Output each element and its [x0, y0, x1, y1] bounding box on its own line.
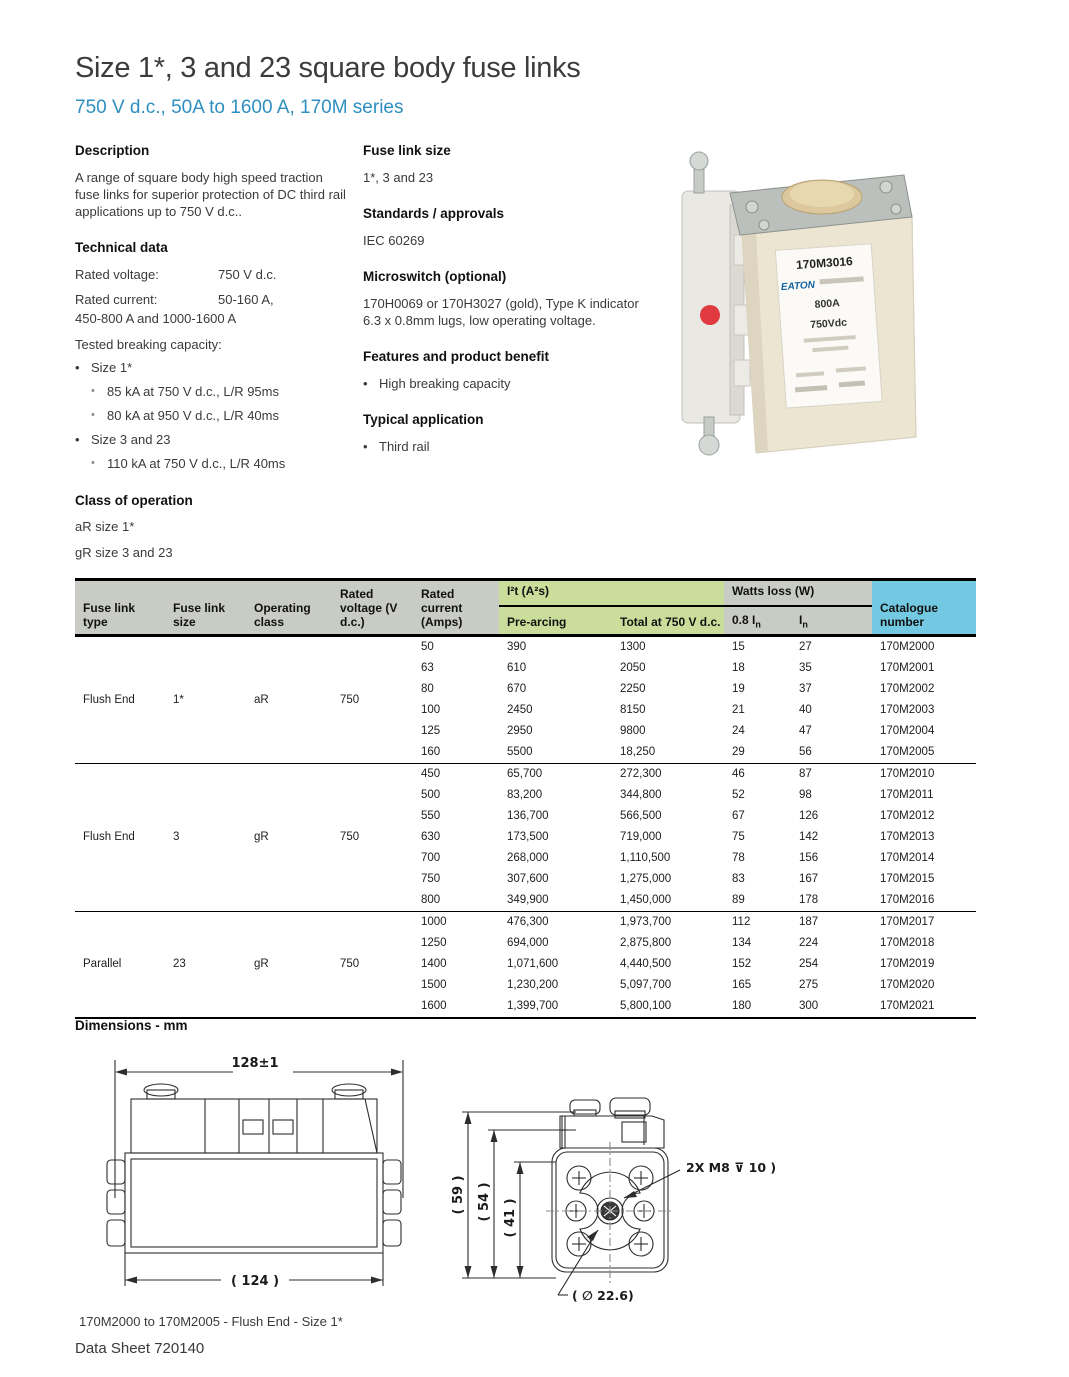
bullet-icon: • — [363, 438, 368, 454]
cell-rated-current: 1000 — [421, 916, 447, 928]
bullet-text: 85 kA at 750 V d.c., L/R 95ms — [107, 383, 279, 399]
page-title: Size 1*, 3 and 23 square body fuse links — [75, 52, 581, 84]
col-in — [791, 606, 872, 636]
cell-total-i2t: 9800 — [620, 725, 646, 737]
class-line-gr: gR size 3 and 23 — [75, 545, 173, 561]
note-diameter: ( ∅ 22.6) — [572, 1288, 634, 1303]
cell-rated-current: 450 — [421, 768, 441, 780]
cell-total-i2t: 1,275,000 — [620, 873, 672, 885]
cell-pre-arcing: 670 — [507, 683, 527, 695]
fuse-label — [775, 244, 882, 408]
side-view-drawing — [83, 1048, 428, 1313]
dim-54: ( 54 ) — [477, 1182, 492, 1222]
bullet-icon: • — [363, 375, 368, 391]
label-current: 800A — [814, 297, 841, 311]
cell-watts-in: 156 — [799, 852, 819, 864]
cell-watts-08in: 52 — [732, 789, 745, 801]
cell-catalogue-number: 170M2018 — [880, 937, 935, 949]
group-type: Flush End — [83, 693, 135, 706]
rated-voltage-row — [75, 266, 347, 283]
rated-current-continuation: 450-800 A and 1000-1600 A — [75, 311, 237, 327]
cell-watts-in: 56 — [799, 746, 812, 758]
cell-pre-arcing: 2950 — [507, 725, 533, 737]
cell-catalogue-number: 170M2002 — [880, 683, 935, 695]
cell-watts-in: 167 — [799, 873, 819, 885]
cell-watts-08in: 134 — [732, 937, 752, 949]
left-column — [75, 142, 347, 571]
bullet-icon: • — [91, 409, 95, 422]
microswitch-heading: Microswitch (optional) — [363, 268, 507, 284]
cell-watts-in: 142 — [799, 831, 819, 843]
cell-catalogue-number: 170M2020 — [880, 979, 935, 991]
bullet-icon: • — [91, 384, 95, 397]
cell-catalogue-number: 170M2015 — [880, 873, 935, 885]
cell-total-i2t: 5,097,700 — [620, 979, 672, 991]
cell-watts-in: 87 — [799, 768, 812, 780]
class-of-operation-heading: Class of operation — [75, 492, 193, 508]
cell-pre-arcing: 173,500 — [507, 831, 549, 843]
cell-total-i2t: 1,110,500 — [620, 852, 671, 864]
cell-total-i2t: 5,800,100 — [620, 1000, 672, 1012]
ratings-table-wrap — [75, 578, 976, 1019]
cell-rated-current: 160 — [421, 746, 441, 758]
side-view-svg — [83, 1048, 428, 1308]
description-body: A range of square body high speed traction fuse links for superior protection of DC third rail applications up to 750 V d.c.. — [75, 169, 346, 220]
table-group — [75, 912, 976, 1019]
col-in-sub: n — [802, 619, 808, 629]
cell-catalogue-number: 170M2001 — [880, 662, 935, 674]
cell-watts-08in: 24 — [732, 725, 745, 737]
bullet-size-3-23 — [75, 431, 347, 448]
cell-watts-08in: 165 — [732, 979, 752, 991]
bullet-size-1 — [75, 359, 347, 376]
cell-rated-current: 1500 — [421, 979, 447, 991]
col-08in-base: 0.8 I — [732, 612, 756, 627]
col-pre-arcing: Pre-arcing — [499, 606, 612, 636]
dim-41: ( 41 ) — [503, 1198, 518, 1238]
application-bullet — [363, 438, 655, 455]
table-group — [75, 636, 976, 764]
cell-rated-current: 800 — [421, 894, 441, 906]
cell-watts-08in: 46 — [732, 768, 745, 780]
cell-rated-current: 125 — [421, 725, 441, 737]
group-operating-class: gR — [254, 958, 269, 970]
label-model: 170M3016 — [795, 254, 854, 273]
bullet-85ka — [75, 383, 347, 400]
cell-rated-current: 550 — [421, 810, 441, 822]
group-voltage: 750 — [340, 693, 360, 706]
red-indicator-dot — [700, 305, 720, 325]
cell-rated-current: 63 — [421, 662, 434, 674]
cell-total-i2t: 2,875,800 — [620, 937, 672, 949]
cell-pre-arcing: 136,700 — [507, 810, 549, 822]
col-rated-current: Rated current (Amps) — [413, 580, 499, 636]
drawing-caption: 170M2000 to 170M2005 - Flush End - Size 1* — [79, 1314, 343, 1329]
cell-catalogue-number: 170M2016 — [880, 894, 935, 906]
cell-watts-in: 98 — [799, 789, 812, 801]
top-bolt — [690, 152, 708, 193]
bullet-80ka — [75, 407, 347, 424]
cell-rated-current: 750 — [421, 873, 441, 885]
cell-total-i2t: 719,000 — [620, 831, 662, 843]
microswitch-body: 170H0069 or 170H3027 (gold), Type K indicator 6.3 x 0.8mm lugs, low operating voltage. — [363, 295, 639, 328]
bullet-110ka — [75, 455, 347, 472]
cell-pre-arcing: 65,700 — [507, 768, 543, 780]
ratings-table — [75, 578, 976, 1019]
features-heading: Features and product benefit — [363, 349, 550, 365]
right-column — [363, 142, 655, 462]
bullet-text: 80 kA at 950 V d.c., L/R 40ms — [107, 408, 279, 424]
col-in-base: I — [799, 612, 803, 627]
cell-watts-08in: 19 — [732, 683, 745, 695]
rated-voltage-value: 750 V d.c. — [218, 267, 277, 283]
cell-pre-arcing: 307,600 — [507, 873, 549, 885]
cell-pre-arcing: 1,230,200 — [507, 979, 559, 991]
cell-watts-08in: 15 — [732, 641, 745, 653]
cell-watts-08in: 112 — [732, 916, 751, 928]
cell-pre-arcing: 694,000 — [507, 937, 549, 949]
table-row — [75, 636, 976, 659]
eaton-logo: EATON — [780, 279, 816, 294]
cell-watts-08in: 75 — [732, 831, 745, 843]
bullet-text: Size 1* — [91, 359, 133, 375]
cell-catalogue-number: 170M2011 — [880, 789, 934, 801]
group-size: 1* — [173, 693, 184, 706]
application-heading: Typical application — [363, 412, 484, 428]
bullet-text: High breaking capacity — [379, 375, 511, 391]
bullet-text: Third rail — [379, 438, 430, 454]
cell-pre-arcing: 390 — [507, 641, 527, 653]
group-type: Flush End — [83, 831, 135, 843]
cell-total-i2t: 4,440,500 — [620, 958, 672, 970]
cell-watts-in: 254 — [799, 958, 819, 970]
cell-rated-current: 1600 — [421, 1000, 447, 1012]
cell-total-i2t: 1,450,000 — [620, 894, 672, 906]
cell-watts-in: 178 — [799, 894, 819, 906]
col-rated-voltage: Rated voltage (V d.c.) — [332, 580, 413, 636]
cell-pre-arcing: 2450 — [507, 704, 533, 716]
fuse-link-size-heading: Fuse link size — [363, 143, 451, 158]
cell-total-i2t: 8150 — [620, 704, 646, 716]
cell-catalogue-number: 170M2010 — [880, 768, 935, 780]
technical-data-heading: Technical data — [75, 240, 168, 256]
group-voltage: 750 — [340, 958, 360, 970]
cell-watts-08in: 83 — [732, 873, 745, 885]
cell-total-i2t: 344,800 — [620, 789, 662, 801]
cell-watts-in: 126 — [799, 810, 819, 822]
rated-voltage-label: Rated voltage: — [75, 267, 159, 283]
cell-watts-in: 47 — [799, 725, 812, 737]
cell-rated-current: 1400 — [421, 958, 447, 970]
cell-total-i2t: 2250 — [620, 683, 646, 695]
cell-rated-current: 700 — [421, 852, 441, 864]
dim-128: 128±1 — [231, 1056, 279, 1071]
cell-rated-current: 500 — [421, 789, 441, 801]
cell-watts-08in: 18 — [732, 662, 745, 674]
bullet-text: 110 kA at 750 V d.c., L/R 40ms — [107, 456, 286, 472]
col-fuse-link-type: Fuse link type — [75, 580, 165, 636]
col-group-watts-loss: Watts loss (W) — [724, 580, 872, 606]
group-type: Parallel — [83, 958, 122, 970]
cell-pre-arcing: 1,399,700 — [507, 1000, 559, 1012]
cell-total-i2t: 1,973,700 — [620, 916, 672, 928]
bullet-icon: • — [75, 432, 80, 448]
cell-watts-in: 37 — [799, 683, 812, 695]
cell-catalogue-number: 170M2012 — [880, 810, 935, 822]
product-photo — [672, 145, 924, 467]
cell-pre-arcing: 476,300 — [507, 916, 549, 928]
bullet-text: Size 3 and 23 — [91, 432, 171, 448]
cell-catalogue-number: 170M2004 — [880, 725, 935, 737]
tested-breaking-label: Tested breaking capacity: — [75, 336, 222, 352]
col-08in-sub: n — [755, 619, 761, 629]
group-size: 3 — [173, 831, 180, 843]
rated-current-label: Rated current: — [75, 292, 158, 308]
cell-watts-in: 40 — [799, 704, 812, 716]
col-fuse-link-size: Fuse link size — [165, 580, 246, 636]
bullet-icon: • — [75, 359, 80, 375]
group-operating-class: aR — [254, 693, 269, 706]
cell-watts-08in: 78 — [732, 852, 745, 864]
cell-pre-arcing: 1,071,600 — [507, 958, 559, 970]
bullet-icon: • — [91, 457, 95, 470]
rated-current-value: 50-160 A, — [218, 292, 274, 308]
cell-pre-arcing: 610 — [507, 662, 527, 674]
table-row — [75, 764, 976, 786]
description-heading: Description — [75, 143, 150, 158]
table-row — [75, 912, 976, 934]
cell-rated-current: 630 — [421, 831, 441, 843]
cell-watts-08in: 180 — [732, 1000, 752, 1012]
cell-watts-in: 224 — [799, 937, 819, 949]
end-view-drawing — [448, 1090, 783, 1325]
label-voltage: 750Vdc — [809, 316, 848, 332]
cell-rated-current: 1250 — [421, 937, 447, 949]
note-bolt-spec: 2X M8 ⊽ 10 ) — [686, 1160, 777, 1175]
cell-watts-08in: 21 — [732, 704, 745, 716]
cell-watts-in: 27 — [799, 641, 812, 653]
cell-total-i2t: 2050 — [620, 662, 646, 674]
dimensions-heading: Dimensions - mm — [75, 1018, 188, 1033]
cell-total-i2t: 18,250 — [620, 746, 656, 758]
cell-total-i2t: 566,500 — [620, 810, 662, 822]
cell-pre-arcing: 349,900 — [507, 894, 549, 906]
cell-pre-arcing: 268,000 — [507, 852, 549, 864]
cell-total-i2t: 272,300 — [620, 768, 662, 780]
cell-watts-08in: 89 — [732, 894, 745, 906]
dim-59: ( 59 ) — [451, 1175, 466, 1215]
cell-catalogue-number: 170M2019 — [880, 958, 935, 970]
cell-rated-current: 80 — [421, 683, 434, 695]
class-line-ar: aR size 1* — [75, 519, 135, 535]
table-group — [75, 764, 976, 912]
cell-pre-arcing: 5500 — [507, 746, 533, 758]
cell-total-i2t: 1300 — [620, 641, 646, 653]
standards-body: IEC 60269 — [363, 232, 425, 248]
col-catalogue-number: Catalogue number — [872, 580, 976, 636]
feature-bullet — [363, 375, 655, 392]
cell-catalogue-number: 170M2005 — [880, 746, 935, 758]
group-voltage: 750 — [340, 831, 360, 843]
datasheet-number: Data Sheet 720140 — [75, 1340, 205, 1357]
group-size: 23 — [173, 958, 186, 970]
cell-watts-in: 275 — [799, 979, 819, 991]
end-view-svg — [448, 1090, 783, 1320]
cell-watts-in: 35 — [799, 662, 812, 674]
fuse-link-size-body: 1*, 3 and 23 — [363, 169, 434, 185]
col-total-750: Total at 750 V d.c. — [612, 606, 724, 636]
cell-watts-08in: 67 — [732, 810, 745, 822]
cell-pre-arcing: 83,200 — [507, 789, 543, 801]
cell-rated-current: 50 — [421, 641, 434, 653]
group-operating-class: gR — [254, 831, 269, 843]
table-header — [75, 580, 976, 636]
page-subtitle: 750 V d.c., 50A to 1600 A, 170M series — [75, 97, 404, 118]
cell-watts-in: 187 — [799, 916, 819, 928]
standards-heading: Standards / approvals — [363, 205, 505, 221]
fuse-product-illustration — [672, 145, 924, 467]
cell-catalogue-number: 170M2021 — [880, 1000, 935, 1012]
cell-rated-current: 100 — [421, 704, 441, 716]
dim-124: ( 124 ) — [230, 1274, 280, 1289]
col-operating-class: Operating class — [246, 580, 332, 636]
cell-catalogue-number: 170M2017 — [880, 916, 935, 928]
cell-catalogue-number: 170M2013 — [880, 831, 935, 843]
cell-catalogue-number: 170M2003 — [880, 704, 935, 716]
cell-catalogue-number: 170M2014 — [880, 852, 935, 864]
cell-watts-08in: 29 — [732, 746, 745, 758]
rated-current-row — [75, 291, 347, 308]
col-08in — [724, 606, 791, 636]
cell-catalogue-number: 170M2000 — [880, 641, 935, 653]
col-group-i2t: I²t (A²s) — [499, 580, 724, 606]
cell-watts-08in: 152 — [732, 958, 752, 970]
cell-watts-in: 300 — [799, 1000, 819, 1012]
